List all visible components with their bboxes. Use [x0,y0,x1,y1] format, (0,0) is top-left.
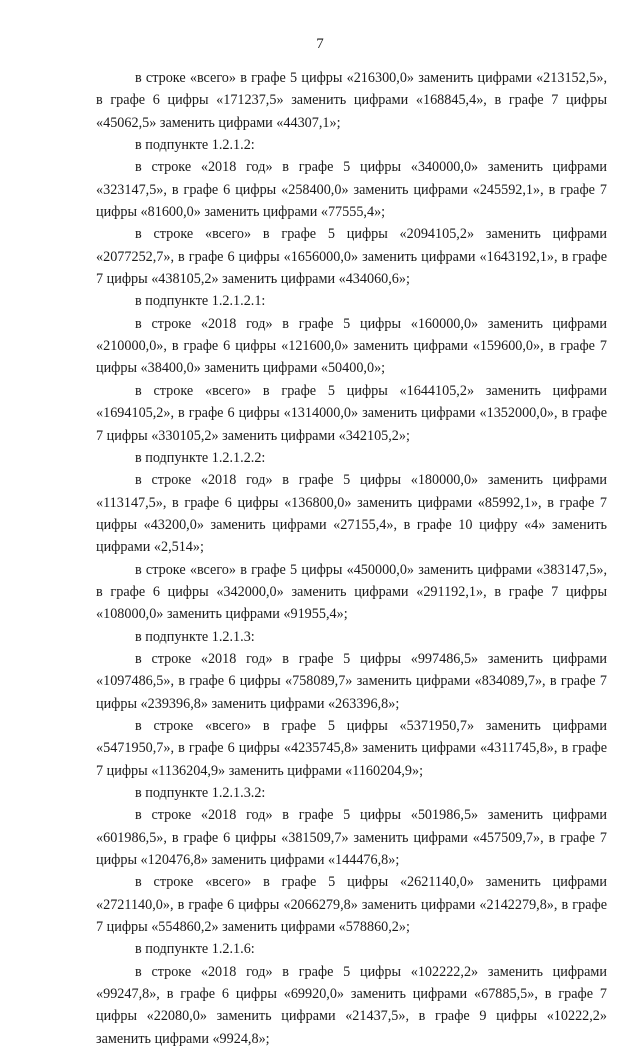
subclause-heading: в подпункте 1.2.1.2: [135,137,255,154]
subclause-heading: в подпункте 1.2.1.3: [135,628,255,645]
paragraph: в строке «всего» в графе 5 цифры «1644105,2» заменить цифрами «1694105,2», в графе 6 цифры «1314000,0» заменить цифрами «1352000,0», в графе 7 цифры «330105,2» заменить цифрами «342105,2»; [96,382,607,444]
paragraph: в строке «всего» в графе 5 цифры «5371950,7» заменить цифрами «5471950,7», в графе 6 цифры «4235745,8» заменить цифрами «4311745,8», в графе 7 цифры «1136204,9» заменить цифрами «1160204,9»; [96,717,607,779]
subclause-heading: в подпункте 1.2.1.6: [135,941,255,958]
paragraph: в строке «всего» в графе 5 цифры «216300,0» заменить цифрами «213152,5», в графе 6 цифры «171237,5» заменить цифрами «168845,4», в графе 7 цифры «45062,5» заменить цифрами «44307,1»; [96,70,607,131]
paragraph: в строке «всего» в графе 5 цифры «2094105,2» заменить цифрами «2077252,7», в графе 6 цифры «1656000,0» заменить цифрами «1643192,1», в графе 7 цифры «438105,2» заменить цифрами «434060,6»; [96,226,607,288]
subclause-heading: в подпункте 1.2.1.2.1: [135,293,266,310]
paragraph: в строке «всего» в графе 5 цифры «450000,0» заменить цифрами «383147,5», в графе 6 цифры «342000,0» заменить цифрами «291192,1», в графе 7 цифры «108000,0» заменить цифрами «91955,4»; [96,561,607,623]
subclause-heading: в подпункте 1.2.1.3.2: [135,785,266,801]
page-number: 7 [316,36,324,52]
paragraph: в строке «2018 год» в графе 5 цифры «501986,5» заменить цифрами «601986,5», в графе 6 цифры «381509,7» заменить цифрами «457509,7», в графе 7 цифры «120476,8» заменить цифрами «144476,8»; [96,807,607,869]
paragraph: в строке «2018 год» в графе 5 цифры «102222,2» заменить цифрами «99247,8», в графе 6 цифры «69920,0» заменить цифрами «67885,5», в графе 7 цифры «22080,0» заменить цифрами «21437,5», в графе 9 цифры «10222,2» заменить цифрами «9924,8»; [96,963,607,1047]
paragraph: в строке «2018 год» в графе 5 цифры «180000,0» заменить цифрами «113147,5», в графе 6 цифры «136800,0» заменить цифрами «85992,1», в графе 7 цифры «43200,0» заменить цифрами «27155,4», в графе 10 цифру «4» заменить цифрами «2,514»; [96,472,607,556]
paragraph: в строке «2018 год» в графе 5 цифры «340000,0» заменить цифрами «323147,5», в графе 6 цифры «258400,0» заменить цифрами «245592,1», в графе 7 цифры «81600,0» заменить цифрами «77555,4»; [96,159,607,221]
paragraph: в строке «2018 год» в графе 5 цифры «160000,0» заменить цифрами «210000,0», в графе 6 цифры «121600,0» заменить цифрами «159600,0», в графе 7 цифры «38400,0» заменить цифрами «50400,0»; [96,315,607,377]
document-body [96,67,607,1050]
subclause-heading: в подпункте 1.2.1.2.2: [135,449,266,466]
paragraph: в строке «2018 год» в графе 5 цифры «997486,5» заменить цифрами «1097486,5», в графе 6 цифры «758089,7» заменить цифрами «834089,7», в графе 7 цифры «239396,8» заменить цифрами «263396,8»; [96,650,607,712]
paragraph: в строке «всего» в графе 5 цифры «2621140,0» заменить цифрами «2721140,0», в графе 6 цифры «2066279,8» заменить цифрами «2142279,8», в графе 7 цифры «554860,2» заменить цифрами «578860,2»; [96,874,607,936]
